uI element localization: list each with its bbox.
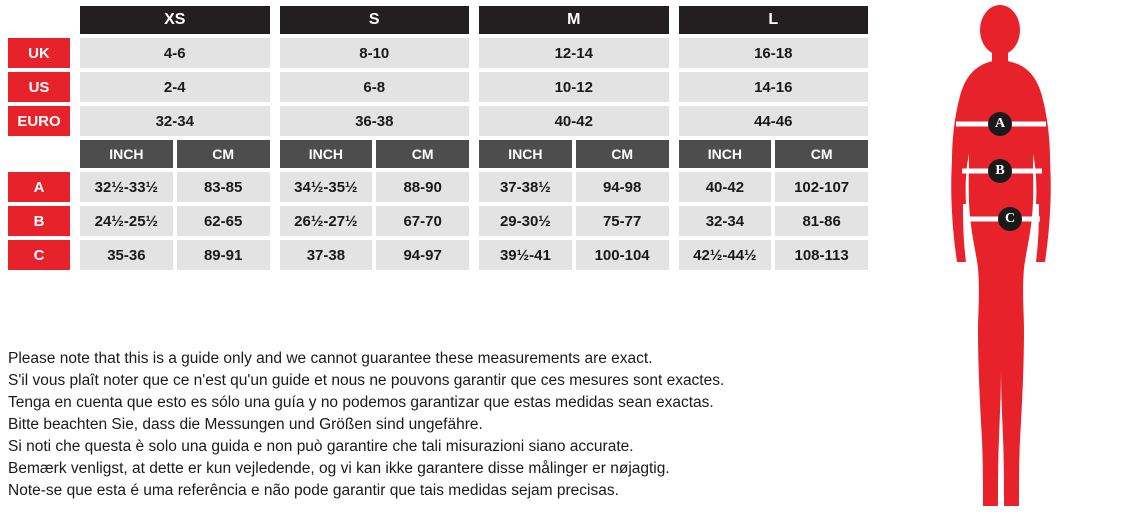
cell-value: 44-46 <box>679 106 869 136</box>
cell-inch: 32-34 <box>679 206 772 236</box>
cell-inch: 39½-41 <box>479 240 572 270</box>
units-m <box>479 140 669 168</box>
cell-inch: 37-38 <box>280 240 373 270</box>
marker-b: B <box>988 159 1012 183</box>
cell-inch: 40-42 <box>679 172 772 202</box>
cell-cm: 83-85 <box>177 172 270 202</box>
unit-cm: CM <box>376 140 469 168</box>
size-name: M <box>479 6 669 34</box>
unit-inch: INCH <box>80 140 173 168</box>
cell-cm: 67-70 <box>376 206 469 236</box>
cell-cm: 89-91 <box>177 240 270 270</box>
header-label-spacer <box>8 6 70 34</box>
table-row <box>8 106 868 136</box>
cell-cm: 88-90 <box>376 172 469 202</box>
unit-inch: INCH <box>479 140 572 168</box>
table-row <box>8 172 868 202</box>
cell-value: 10-12 <box>479 72 669 102</box>
cell-cm: 81-86 <box>775 206 868 236</box>
unit-inch: INCH <box>280 140 373 168</box>
euro-s <box>280 106 470 136</box>
uk-s <box>280 38 470 68</box>
unit-label-spacer <box>8 140 70 168</box>
b-xs <box>80 206 270 236</box>
cell-inch: 29-30½ <box>479 206 572 236</box>
cell-cm: 75-77 <box>576 206 669 236</box>
note-es: Tenga en cuenta que esto es sólo una guía y no podemos garantizar que estas medidas sean exactas. <box>8 394 714 411</box>
unit-header-row <box>8 140 868 168</box>
size-name: S <box>280 6 470 34</box>
table-row <box>8 72 868 102</box>
size-header-l <box>679 6 869 34</box>
b-m <box>479 206 669 236</box>
size-chart <box>8 6 868 274</box>
cell-inch: 35-36 <box>80 240 173 270</box>
cell-value: 40-42 <box>479 106 669 136</box>
cell-inch: 24½-25½ <box>80 206 173 236</box>
note-pt: Note-se que esta é uma referência e não pode garantir que tais medidas sejam precisas. <box>8 482 619 499</box>
a-s <box>280 172 470 202</box>
row-label-uk: UK <box>8 38 70 68</box>
cell-cm: 94-98 <box>576 172 669 202</box>
b-l <box>679 206 869 236</box>
uk-l <box>679 38 869 68</box>
cell-value: 2-4 <box>80 72 270 102</box>
units-xs <box>80 140 270 168</box>
euro-xs <box>80 106 270 136</box>
marker-a: A <box>988 112 1012 136</box>
cell-inch: 34½-35½ <box>280 172 373 202</box>
row-label-a: A <box>8 172 70 202</box>
euro-m <box>479 106 669 136</box>
cell-inch: 37-38½ <box>479 172 572 202</box>
cell-value: 36-38 <box>280 106 470 136</box>
female-silhouette-icon <box>870 0 1130 516</box>
size-header-row <box>8 6 868 34</box>
cell-value: 16-18 <box>679 38 869 68</box>
unit-cm: CM <box>775 140 868 168</box>
note-it: Si noti che questa è solo una guida e non può garantire che tali misurazioni siano accurate. <box>8 438 634 455</box>
euro-l <box>679 106 869 136</box>
c-l <box>679 240 869 270</box>
body-measurement-figure <box>870 0 1130 516</box>
marker-c: C <box>998 207 1022 231</box>
us-xs <box>80 72 270 102</box>
units-l <box>679 140 869 168</box>
table-row <box>8 240 868 270</box>
cell-value: 4-6 <box>80 38 270 68</box>
c-xs <box>80 240 270 270</box>
cell-cm: 100-104 <box>576 240 669 270</box>
size-name: L <box>679 6 869 34</box>
us-m <box>479 72 669 102</box>
cell-cm: 102-107 <box>775 172 868 202</box>
cell-value: 6-8 <box>280 72 470 102</box>
size-name: XS <box>80 6 270 34</box>
cell-cm: 94-97 <box>376 240 469 270</box>
cell-inch: 26½-27½ <box>280 206 373 236</box>
note-de: Bitte beachten Sie, dass die Messungen und Größen sind ungefähre. <box>8 416 483 433</box>
row-label-euro: EURO <box>8 106 70 136</box>
note-fr: S'il vous plaît noter que ce n'est qu'un guide et nous ne pouvons garantir que ces mesures sont exactes. <box>8 372 725 389</box>
cell-value: 12-14 <box>479 38 669 68</box>
c-s <box>280 240 470 270</box>
uk-m <box>479 38 669 68</box>
cell-value: 14-16 <box>679 72 869 102</box>
uk-xs <box>80 38 270 68</box>
size-header-s <box>280 6 470 34</box>
cell-cm: 62-65 <box>177 206 270 236</box>
unit-cm: CM <box>576 140 669 168</box>
cell-inch: 32½-33½ <box>80 172 173 202</box>
us-l <box>679 72 869 102</box>
cell-cm: 108-113 <box>775 240 868 270</box>
cell-value: 8-10 <box>280 38 470 68</box>
cell-value: 32-34 <box>80 106 270 136</box>
disclaimer-notes <box>8 348 888 502</box>
note-da: Bemærk venligst, at dette er kun vejledende, og vi kan ikke garantere disse målinger er nøjagtig. <box>8 460 670 477</box>
row-label-c: C <box>8 240 70 270</box>
row-label-b: B <box>8 206 70 236</box>
note-en: Please note that this is a guide only and we cannot guarantee these measurements are exact. <box>8 350 653 367</box>
a-m <box>479 172 669 202</box>
table-row <box>8 206 868 236</box>
a-xs <box>80 172 270 202</box>
c-m <box>479 240 669 270</box>
unit-cm: CM <box>177 140 270 168</box>
b-s <box>280 206 470 236</box>
size-header-m <box>479 6 669 34</box>
us-s <box>280 72 470 102</box>
table-row <box>8 38 868 68</box>
unit-inch: INCH <box>679 140 772 168</box>
units-s <box>280 140 470 168</box>
a-l <box>679 172 869 202</box>
row-label-us: US <box>8 72 70 102</box>
size-header-xs <box>80 6 270 34</box>
cell-inch: 42½-44½ <box>679 240 772 270</box>
